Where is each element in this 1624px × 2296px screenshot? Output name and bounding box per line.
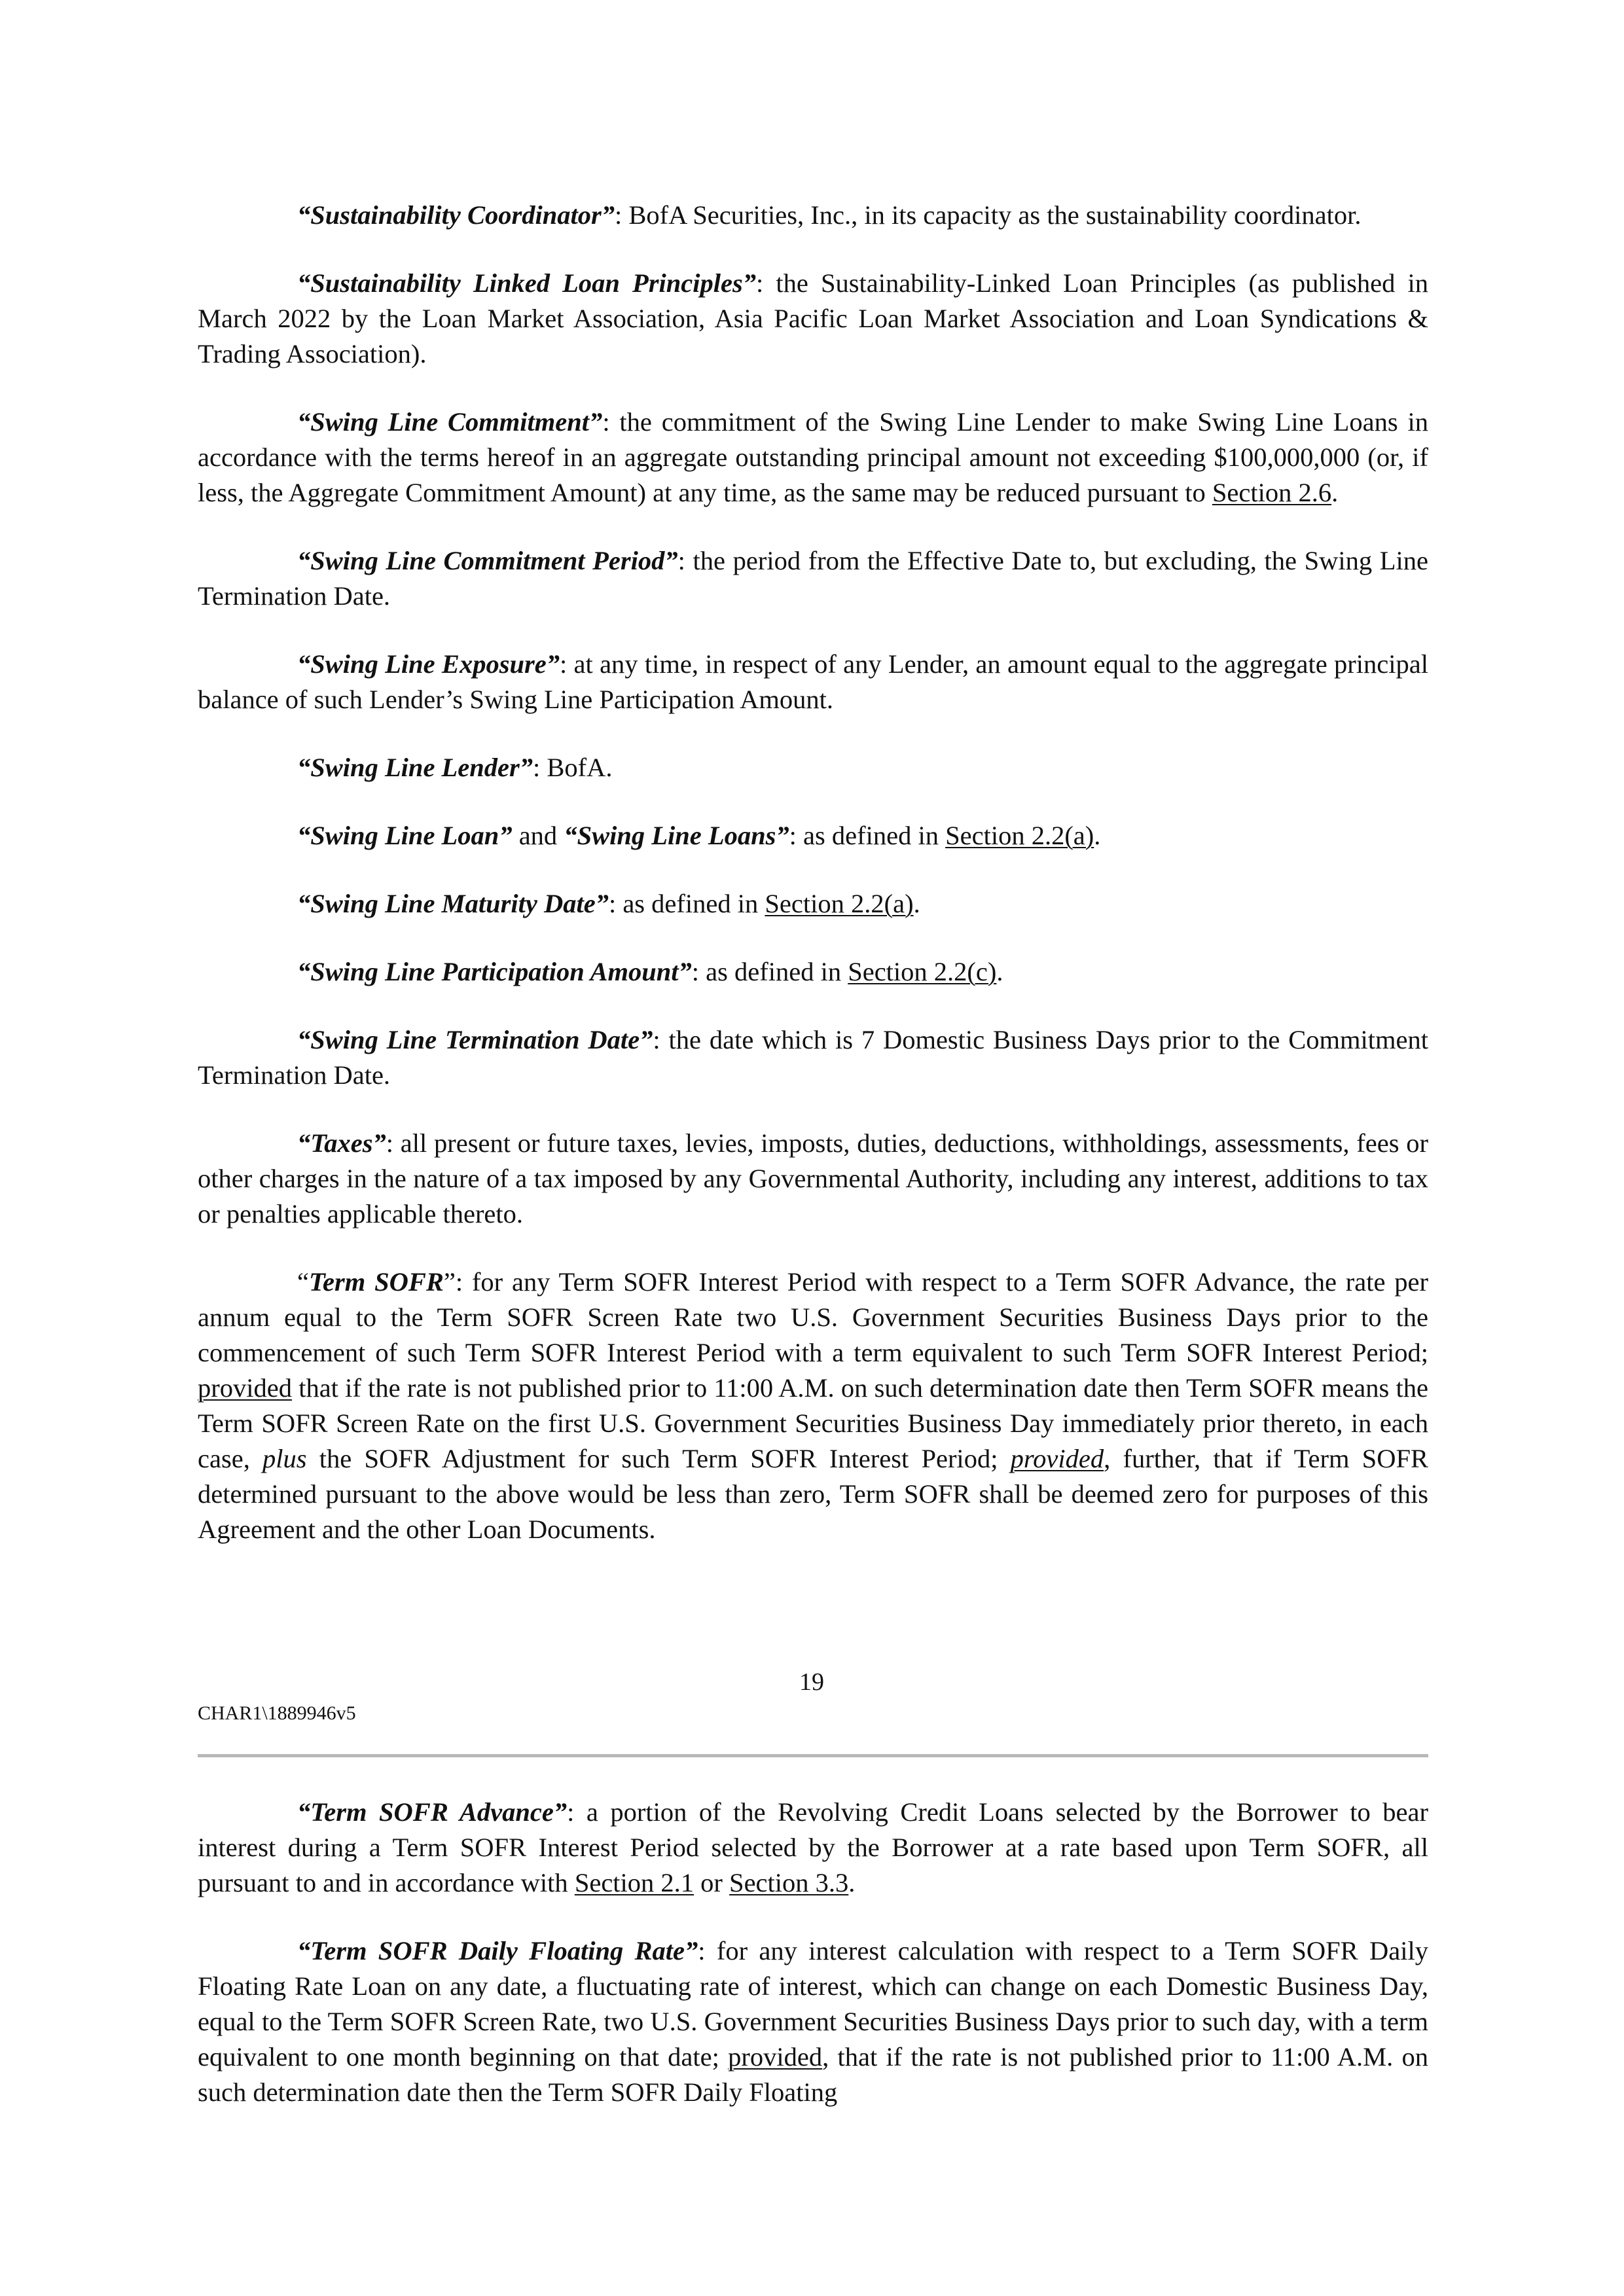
page-number: 19	[799, 1668, 824, 1696]
definition-text: : as defined in	[691, 957, 848, 986]
definition-tail: .	[996, 957, 1003, 986]
defined-term: “Swing Line Lender”	[297, 753, 533, 782]
provided-further-qualifier: provided	[1010, 1444, 1104, 1473]
definition-swing-line-loan	[198, 818, 1428, 853]
definition-text: : as defined in	[608, 889, 765, 918]
document-id: CHAR1\1889946v5	[198, 1702, 356, 1724]
definition-text: : the commitment of the Swing Line Lender to make Swing Line Loans in accordance with the terms hereof in an aggregate outstanding principal amount not exceeding $100,000,000 (or, if less, the Aggregate Commitment Amount) at any time, as the same may be reduced pursuant to	[198, 407, 1428, 507]
definition-tail: .	[1094, 821, 1101, 850]
section-reference-link[interactable]: Section 2.2(a)	[945, 821, 1094, 850]
definition-text: , that if the rate is not published prior to 11:00 A.M. on such determination date then the Term SOFR Daily Floating	[198, 2042, 1428, 2107]
defined-term: “Term SOFR Daily Floating Rate”	[297, 1936, 698, 1965]
definition-swing-line-commitment	[198, 404, 1428, 511]
defined-term: “Swing Line Participation Amount”	[297, 957, 692, 986]
defined-term: “Swing Line Termination Date”	[297, 1025, 653, 1054]
definition-text: : the period from the Effective Date to, but excluding, the Swing Line Termination Date.	[198, 546, 1428, 611]
definition-swing-line-maturity-date	[198, 886, 1428, 922]
definition-swing-line-participation-amount	[198, 954, 1428, 990]
close-quote: ”	[443, 1267, 456, 1297]
defined-term: Term SOFR	[308, 1267, 444, 1297]
definition-text: : the Sustainability-Linked Loan Principles (as published in March 2022 by the Loan Market Association, Asia Pacific Loan Market Association and Loan Syndications & Trading Association).	[198, 268, 1428, 368]
definition-tail: .	[1331, 478, 1339, 507]
defined-term: “Term SOFR Advance”	[297, 1797, 568, 1827]
defined-term: “Swing Line Maturity Date”	[297, 889, 609, 918]
definition-text: : all present or future taxes, levies, imposts, duties, deductions, withholdings, assessments, fees or other charges in the nature of a tax imposed by any Governmental Authority, including any interest, additions to tax or penalties applicable thereto.	[198, 1128, 1428, 1229]
defined-term: “Swing Line Commitment Period”	[297, 546, 678, 575]
defined-term: “Taxes”	[297, 1128, 386, 1158]
definition-text: the SOFR Adjustment for such Term SOFR Interest Period;	[306, 1444, 1011, 1473]
definition-text: , further, that if Term SOFR determined pursuant to the above would be less than zero, Term SOFR shall be deemed zero for purposes of this Agreement and the other Loan Documents.	[198, 1444, 1428, 1544]
definition-swing-line-termination-date	[198, 1022, 1428, 1093]
definition-text: : as defined in	[789, 821, 946, 850]
defined-term: “Sustainability Linked Loan Principles”	[297, 268, 756, 298]
defined-term-secondary: “Swing Line Loans”	[564, 821, 789, 850]
section-reference-link[interactable]: Section 2.2(c)	[848, 957, 997, 986]
definition-text: : at any time, in respect of any Lender, an amount equal to the aggregate principal balance of such Lender’s Swing Line Participation Amount.	[198, 649, 1428, 714]
definitions-next-page	[198, 1795, 1428, 2110]
provided-qualifier: provided	[198, 1373, 292, 1403]
definition-text: : the date which is 7 Domestic Business Days prior to the Commitment Termination Date.	[198, 1025, 1428, 1090]
definition-text: : BofA Securities, Inc., in its capacity as the sustainability coordinator.	[615, 200, 1362, 230]
definition-tail: .	[848, 1868, 856, 1897]
section-reference-link[interactable]: Section 2.6	[1212, 478, 1332, 507]
definition-term-sofr-daily-floating-rate	[198, 1933, 1428, 2110]
definition-swing-line-exposure	[198, 647, 1428, 717]
definition-swing-line-lender	[198, 750, 1428, 785]
definitions-upper-page	[198, 198, 1428, 1547]
definition-sustainability-coordinator	[198, 198, 1428, 233]
definition-taxes	[198, 1126, 1428, 1232]
definition-text: : for any interest calculation with respect to a Term SOFR Daily Floating Rate Loan on any date, a fluctuating rate of interest, which can change on each Domestic Business Day, equal to the Term SOFR Screen Rate, two U.S. Government Securities Business Days prior to such day, with a term equivalent to one month beginning on that date;	[198, 1936, 1428, 2072]
definition-term-sofr-advance	[198, 1795, 1428, 1901]
definition-text: : a portion of the Revolving Credit Loans selected by the Borrower to bear interest during a Term SOFR Interest Period selected by the Borrower at a rate based upon Term SOFR, all pursuant to and in accordance with	[198, 1797, 1428, 1897]
section-reference-link[interactable]: Section 2.2(a)	[765, 889, 914, 918]
definition-tail: .	[913, 889, 920, 918]
definition-joiner: and	[512, 821, 564, 850]
definition-swing-line-commitment-period	[198, 543, 1428, 614]
provided-qualifier: provided	[728, 2042, 823, 2072]
defined-term: “Sustainability Coordinator”	[297, 200, 615, 230]
definition-text: that if the rate is not published prior to 11:00 A.M. on such determination date then Term SOFR means the Term SOFR Screen Rate on the first U.S. Government Securities Business Day immediately prior thereto, in each case,	[198, 1373, 1428, 1473]
definition-term-sofr	[198, 1265, 1428, 1547]
definition-sustainability-linked-loan-principles	[198, 266, 1428, 372]
defined-term: “Swing Line Commitment”	[297, 407, 603, 437]
plus-qualifier: plus	[262, 1444, 307, 1473]
open-quote: “	[297, 1267, 309, 1297]
defined-term: “Swing Line Exposure”	[297, 649, 560, 679]
section-reference-link[interactable]: Section 2.1	[574, 1868, 695, 1897]
page-break-divider	[198, 1754, 1428, 1757]
definition-joiner: or	[694, 1868, 730, 1897]
definition-text: : BofA.	[533, 753, 613, 782]
section-reference-link[interactable]: Section 3.3	[729, 1868, 849, 1897]
defined-term: “Swing Line Loan”	[297, 821, 513, 850]
definition-text: : for any Term SOFR Interest Period with respect to a Term SOFR Advance, the rate per annum equal to the Term SOFR Screen Rate two U.S. Government Securities Business Days prior to the commencement of such Term SOFR Interest Period with a term equivalent to such Term SOFR Interest Period;	[198, 1267, 1428, 1367]
